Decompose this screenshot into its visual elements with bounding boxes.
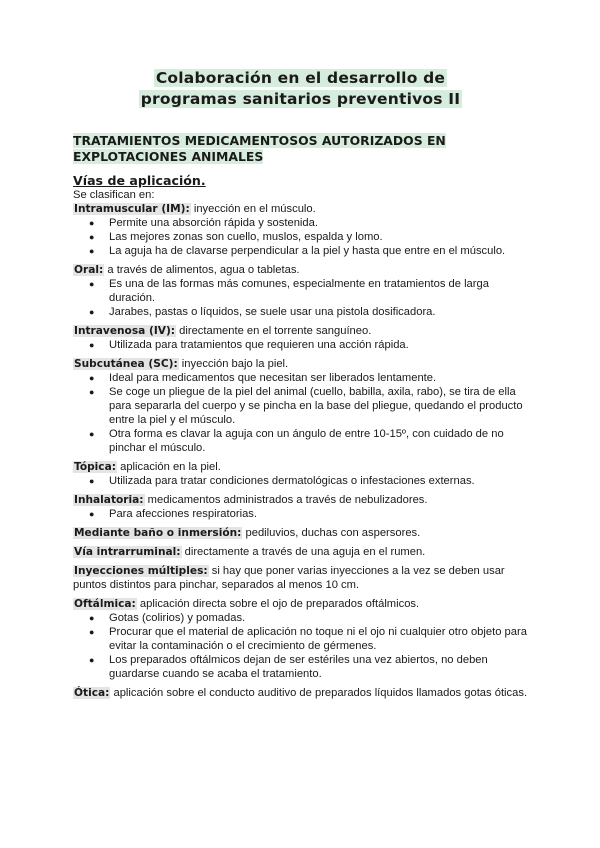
route-entry xyxy=(73,460,528,488)
route-term: Oftálmica: xyxy=(74,598,136,610)
bullet-item: ● Otra forma es clavar la aguja con un ángulo de entre 10-15º, con cuidado de no pinchar el músculo. xyxy=(109,427,528,455)
route-term: Ótica: xyxy=(74,687,110,699)
route-bullets xyxy=(73,474,528,488)
bullet-item: ● Utilizada para tratar condiciones dermatológicas o infestaciones externas. xyxy=(109,474,528,488)
route-description xyxy=(73,564,528,592)
route-description xyxy=(73,545,528,559)
route-text: aplicación sobre el conducto auditivo de preparados líquidos llamados gotas óticas. xyxy=(110,687,528,699)
bullet-item: ● Se coge un pliegue de la piel del animal (cuello, babilla, axila, rabo), se tira de ella para separarla del cuerpo y se pincha en la base del pliegue, quedando el producto entre la piel y el músculo. xyxy=(109,385,528,427)
route-term: Inhalatoria: xyxy=(74,494,144,506)
route-bullets xyxy=(73,277,528,319)
bullet-item: ● Es una de las formas más comunes, especialmente en tratamientos de larga duración. xyxy=(109,277,528,305)
route-text: inyección bajo la piel. xyxy=(178,358,289,370)
route-bullets xyxy=(73,338,528,352)
route-description xyxy=(73,686,528,700)
route-entry xyxy=(73,493,528,521)
route-term: Vía intrarruminal: xyxy=(74,546,181,558)
route-entry xyxy=(73,526,528,540)
route-description xyxy=(73,526,528,540)
bullet-item: ● Las mejores zonas son cuello, muslos, espalda y lomo. xyxy=(109,230,528,244)
route-text: pediluvios, duchas con aspersores. xyxy=(242,527,421,539)
bullet-item: ● Permite una absorción rápida y sostenida. xyxy=(109,216,528,230)
route-term: Oral: xyxy=(74,264,104,276)
route-description xyxy=(73,202,528,216)
route-text: aplicación en la piel. xyxy=(116,461,221,473)
bullet-item: ● Para afecciones respiratorias. xyxy=(109,507,528,521)
route-description xyxy=(73,357,528,371)
route-entry xyxy=(73,202,528,258)
route-text: si hay que poner varias inyecciones a la vez se deben usar puntos distintos para pinchar, separados al menos 10 cm. xyxy=(73,565,505,591)
route-entry xyxy=(73,545,528,559)
page-title xyxy=(73,68,528,110)
route-description xyxy=(73,324,528,338)
route-term: Inyecciones múltiples: xyxy=(74,565,208,577)
section-heading xyxy=(73,133,528,164)
route-term: Subcutánea (SC): xyxy=(74,358,178,370)
section-heading-line-1: TRATAMIENTOS MEDICAMENTOSOS AUTORIZADOS EN xyxy=(73,133,446,148)
route-text: directamente en el torrente sanguíneo. xyxy=(176,325,372,337)
route-entry xyxy=(73,597,528,681)
route-term: Mediante baño o inmersión: xyxy=(74,527,242,539)
subsection-title: Vías de aplicación. xyxy=(73,173,206,188)
route-description xyxy=(73,263,528,277)
page-title-line-1: Colaboración en el desarrollo de xyxy=(155,69,446,87)
route-term: Tópica: xyxy=(74,461,116,473)
bullet-item: ● La aguja ha de clavarse perpendicular a la piel y hasta que entre en el músculo. xyxy=(109,244,528,258)
route-entry xyxy=(73,357,528,455)
application-routes-list xyxy=(73,202,528,700)
route-entry xyxy=(73,324,528,352)
route-description xyxy=(73,460,528,474)
bullet-item: ● Gotas (colirios) y pomadas. xyxy=(109,611,528,625)
section-heading-line-2: EXPLOTACIONES ANIMALES xyxy=(73,148,264,164)
route-bullets xyxy=(73,611,528,681)
route-text: a través de alimentos, agua o tabletas. xyxy=(104,264,300,276)
route-bullets xyxy=(73,371,528,455)
route-bullets xyxy=(73,216,528,258)
route-entry xyxy=(73,686,528,700)
bullet-item: ● Jarabes, pastas o líquidos, se suele usar una pistola dosificadora. xyxy=(109,305,528,319)
bullet-item: ● Procurar que el material de aplicación no toque ni el ojo ni cualquier otro objeto para evitar la contaminación o el crecimiento de gérmenes. xyxy=(109,625,528,653)
intro-text: Se clasifican en: xyxy=(73,189,155,201)
route-text: medicamentos administrados a través de nebulizadores. xyxy=(144,494,428,506)
route-term: Intramuscular (IM): xyxy=(74,203,190,215)
document-page xyxy=(73,68,528,700)
bullet-item: ● Utilizada para tratamientos que requieren una acción rápida. xyxy=(109,338,528,352)
route-text: inyección en el músculo. xyxy=(190,203,316,215)
bullet-item: ● Ideal para medicamentos que necesitan ser liberados lentamente. xyxy=(109,371,528,385)
route-description xyxy=(73,597,528,611)
page-title-line-2: programas sanitarios preventivos II xyxy=(140,90,461,108)
route-entry xyxy=(73,263,528,319)
route-description xyxy=(73,493,528,507)
route-term: Intravenosa (IV): xyxy=(74,325,176,337)
route-entry xyxy=(73,564,528,592)
route-bullets xyxy=(73,507,528,521)
route-text: directamente a través de una aguja en el rumen. xyxy=(181,546,426,558)
bullet-item: ● Los preparados oftálmicos dejan de ser estériles una vez abiertos, no deben guardarse cuando se acaba el tratamiento. xyxy=(109,653,528,681)
route-text: aplicación directa sobre el ojo de preparados oftálmicos. xyxy=(136,598,420,610)
